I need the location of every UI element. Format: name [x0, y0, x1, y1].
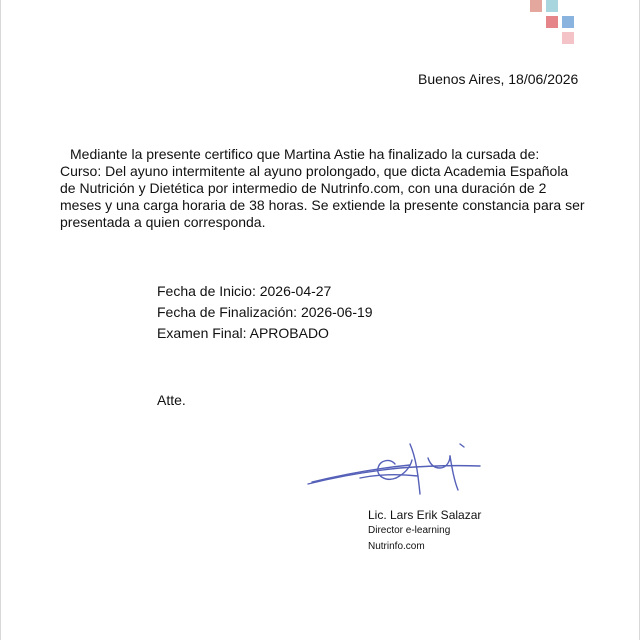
- logo-square: [562, 32, 574, 44]
- course-details: [157, 281, 373, 344]
- logo-square: [530, 0, 542, 12]
- end-date: Fecha de Finalización: 2026-06-19: [157, 304, 373, 320]
- certificate-body: [60, 146, 590, 231]
- signer-organization: Nutrinfo.com: [368, 541, 425, 552]
- signature-image: [300, 438, 490, 500]
- signer-block: [368, 507, 481, 555]
- logo-square: [562, 16, 574, 28]
- brand-logo: [530, 0, 580, 50]
- body-line: presentada a quien corresponda.: [60, 214, 266, 230]
- closing: Atte.: [157, 392, 186, 408]
- logo-square: [546, 0, 558, 12]
- signer-name: Lic. Lars Erik Salazar: [368, 508, 482, 522]
- logo-square: [546, 16, 558, 28]
- place-date: Buenos Aires, 18/06/2026: [418, 71, 579, 87]
- start-date: Fecha de Inicio: 2026-04-27: [157, 283, 332, 299]
- final-exam-result: Examen Final: APROBADO: [157, 325, 329, 341]
- body-line: meses y una carga horaria de 38 horas. Se extiende la presente constancia para ser: [60, 197, 585, 213]
- signer-role: Director e-learning: [368, 525, 451, 536]
- body-line: Mediante la presente certifico que Martina Astie ha finalizado la cursada de:: [70, 146, 540, 162]
- body-line: de Nutrición y Dietética por intermedio de Nutrinfo.com, con una duración de 2: [60, 180, 547, 196]
- body-line: Curso: Del ayuno intermitente al ayuno prolongado, que dicta Academia Española: [60, 163, 569, 179]
